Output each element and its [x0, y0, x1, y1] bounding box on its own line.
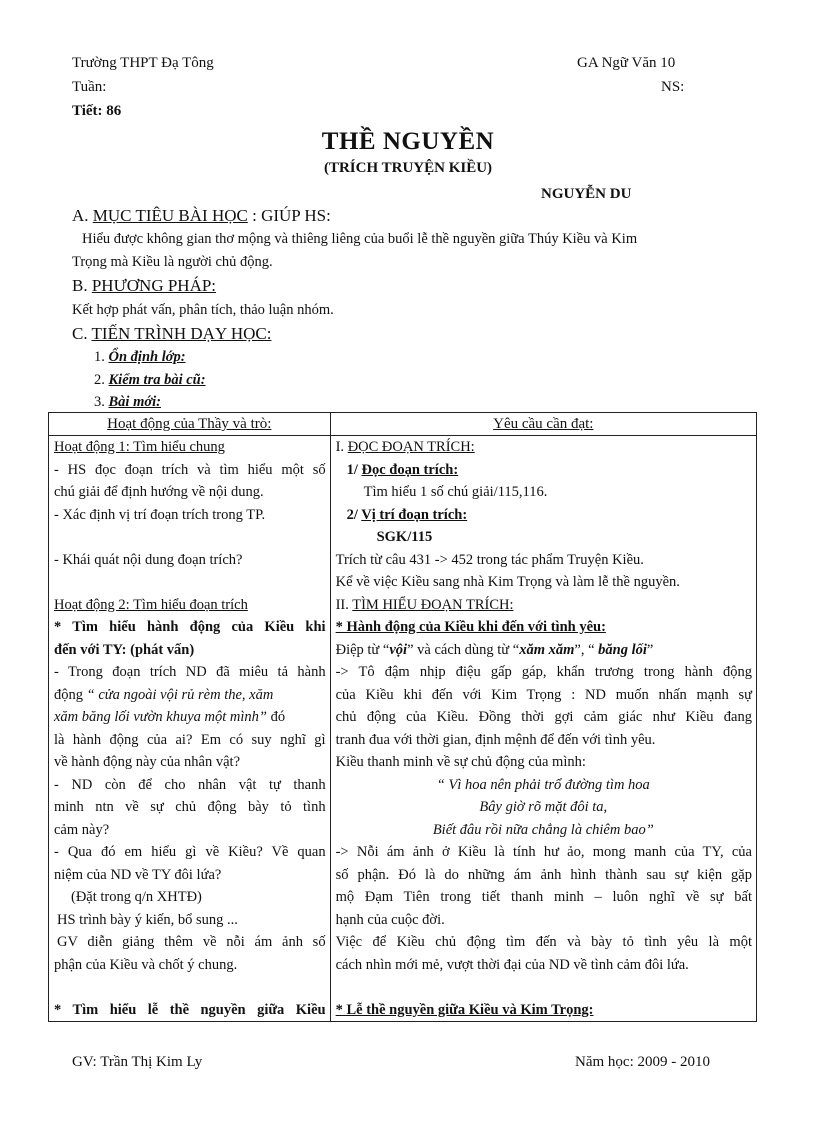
table-row: tranh đua với thời gian, định mệnh để đến với tình yêu.	[335, 731, 656, 748]
table-row: - ND còn để cho nhân vật tự thanh	[54, 776, 326, 793]
table-row: chủ động của Kiều. Đồng thời gợi cảm giác như Kiều đang	[335, 709, 752, 725]
table-row: đến với TY: (phát vấn)	[54, 641, 195, 658]
table-row: động “ cửa ngoài vội rủ rèm the, xăm	[54, 686, 274, 703]
table-row: Tìm hiểu 1 số chú giải/115,116.	[363, 484, 548, 500]
footer-teacher: GV: Trần Thị Kim Ly	[72, 1054, 203, 1070]
table-row: 1/ Đọc đoạn trích:	[346, 461, 459, 478]
section-b-heading: B. PHƯƠNG PHÁP:	[72, 276, 217, 295]
table-row: SGK/115	[376, 529, 433, 545]
section-b-line-1: Kết hợp phát vấn, phân tích, thảo luận nhóm.	[72, 302, 334, 318]
table-row: Trích từ câu 431 -> 452 trong tác phẩm Truyện Kiều.	[335, 551, 644, 568]
table-row: niệm của ND về TY đôi lứa?	[54, 866, 222, 883]
section-a-line-2: Trọng mà Kiều là người chủ động.	[72, 254, 273, 270]
table-row: mộ Đạm Tiên trong tiết thanh minh – luôn nghĩ về sự bất	[335, 889, 752, 905]
table-row: Điệp từ “vội” và cách dùng từ “xăm xăm”, “ băng lối”	[335, 641, 654, 658]
section-c-item-1: 1. Ổn định lớp:	[94, 349, 186, 365]
table-row: Hoạt động 2: Tìm hiểu đoạn trích	[54, 596, 248, 613]
table-row: về hành động này của nhân vật?	[54, 754, 241, 770]
page-subtitle: (TRÍCH TRUYỆN KIỀU)	[323, 160, 493, 176]
table-header-left: Hoạt động của Thầy và trò:	[49, 413, 331, 436]
table-header-right: Yêu cầu cần đạt:	[330, 413, 756, 436]
table-row: Kể về việc Kiều sang nhà Kim Trọng và làm lễ thề nguyền.	[335, 574, 680, 590]
section-c-item-3: 3. Bài mới:	[94, 394, 161, 410]
table-row: * Tìm hiểu hành động của Kiều khi	[54, 619, 326, 635]
table-row: * Hành động của Kiều khi đến với tình yêu:	[335, 619, 606, 635]
table-row: Việc để Kiều chủ động tìm đến và bày tỏ tình yêu là một	[335, 934, 752, 950]
table-row: * Lễ thề nguyền giữa Kiều và Kim Trọng:	[335, 1001, 594, 1018]
table-header-row	[49, 413, 757, 436]
table-row: -> Tô đậm nhịp điệu gấp gáp, khẩn trương trong hành động	[335, 664, 752, 680]
table-row: hạnh của cuộc đời.	[335, 911, 445, 928]
table-row: cảm này?	[54, 821, 110, 838]
table-row: -> Nỗi ám ảnh ở Kiều là tính hư ảo, mong manh của TY, của	[335, 844, 752, 860]
footer-year: Năm học: 2009 - 2010	[575, 1054, 710, 1070]
section-a-heading: A. MỤC TIÊU BÀI HỌC : GIÚP HS:	[72, 206, 331, 225]
table-row: - Trong đoạn trích ND đã miêu tả hành	[54, 664, 326, 680]
author-name: NGUYỄN DU	[541, 186, 632, 202]
table-row: II. TÌM HIỂU ĐOẠN TRÍCH:	[335, 596, 514, 613]
table-row: của Kiều khi đến với Kim Trọng : ND muốn nhấn mạnh sự	[335, 686, 752, 703]
teacher-student-activities	[49, 436, 331, 1022]
table-row: phận của Kiều và chốt ý chung.	[54, 956, 238, 973]
table-row: I. ĐỌC ĐOẠN TRÍCH:	[335, 439, 475, 455]
table-row: (Đặt trong q/n XHTĐ)	[71, 889, 202, 905]
table-row: HS trình bày ý kiến, bổ sung ...	[57, 911, 238, 928]
table-row: minh ntn về sự chủ động bày tỏ tình	[54, 799, 326, 815]
table-row: cách nhìn mới mẻ, vượt thời đại của ND về tình cảm đôi lứa.	[335, 956, 689, 973]
table-row: là hành động của ai? Em có suy nghĩ gì	[54, 731, 326, 748]
school-name: Trường THPT Đạ Tông	[72, 55, 214, 71]
lesson-table	[48, 412, 757, 1022]
section-c-heading: C. TIẾN TRÌNH DẠY HỌC:	[72, 324, 272, 343]
table-row: - HS đọc đoạn trích và tìm hiểu một số	[54, 461, 326, 478]
table-row: GV diễn giảng thêm về nỗi ám ảnh số	[57, 934, 326, 950]
section-a-line-1: Hiểu được không gian thơ mộng và thiêng liêng của buổi lễ thề nguyền giữa Thúy Kiều và Kim	[82, 231, 638, 247]
table-row: Bây giờ rõ mặt đôi ta,	[479, 799, 608, 815]
table-row: Hoạt động 1: Tìm hiểu chung	[54, 439, 225, 455]
table-row: chú giải để định hướng về nội dung.	[54, 484, 264, 500]
table-row: xăm băng lối vườn khuya một mình” đó	[54, 709, 286, 725]
table-row: Biết đâu rồi nữa chẳng là chiêm bao”	[432, 821, 654, 838]
subject-label: GA Ngữ Văn 10	[577, 55, 676, 71]
requirements-column	[330, 436, 756, 1022]
week-label: Tuần:	[72, 79, 107, 95]
table-row: số phận. Đó là do những ám ảnh hình thành sau sự kiện gặp	[335, 866, 752, 883]
table-row: - Khái quát nội dung đoạn trích?	[54, 551, 243, 568]
section-c-item-2: 2. Kiểm tra bài cũ:	[94, 372, 206, 388]
table-row: “ Vì hoa nên phải trổ đường tìm hoa	[436, 776, 650, 793]
lesson-label: Tiết: 86	[72, 103, 122, 119]
ns-label: NS:	[661, 79, 685, 95]
page-title: THỀ NGUYỀN	[321, 128, 495, 155]
table-row: Kiều thanh minh về sự chủ động của mình:	[335, 754, 586, 770]
table-row: - Qua đó em hiểu gì về Kiều? Về quan	[54, 844, 326, 860]
table-row: * Tìm hiểu lễ thề nguyền giữa Kiều	[54, 1001, 326, 1018]
table-row: 2/ Vị trí đoạn trích:	[346, 506, 468, 523]
table-row: - Xác định vị trí đoạn trích trong TP.	[54, 506, 266, 523]
table-body-row	[49, 436, 757, 1022]
